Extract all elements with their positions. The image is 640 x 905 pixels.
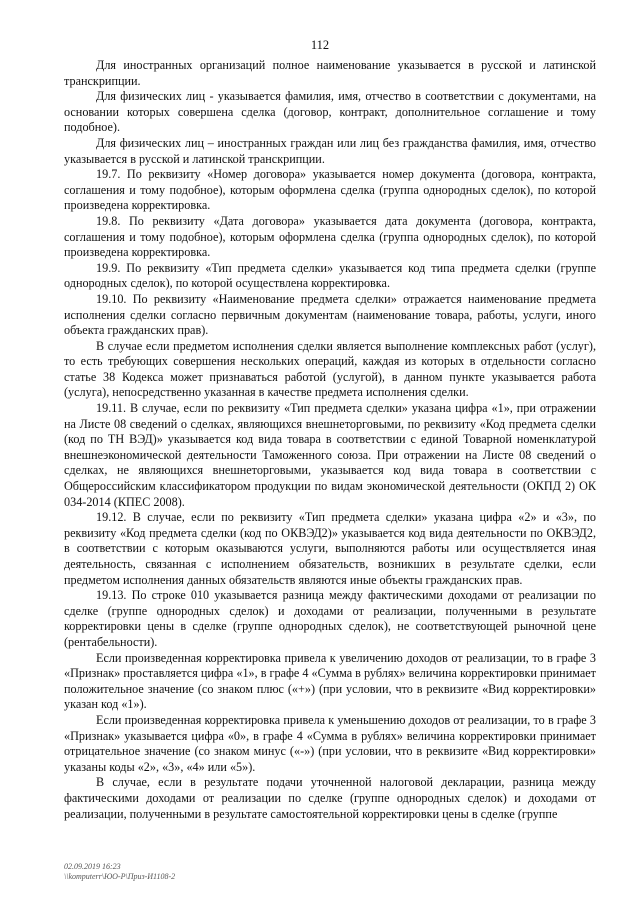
paragraph: В случае если предметом исполнения сделки является выполнение комплексных работ (услуг), то есть требующих совершения нескольких операций, каждая из которых в отдельности согласно статье 38 Кодекса может признаваться работой (услугой), в данном пункте указывается работа (услуга), непосредственно указанная в качестве предмета исполнения сделки. xyxy=(64,338,596,400)
footer-timestamp: 02.09.2019 16:23 xyxy=(64,862,121,871)
footer-file-path: \\komputerr\ЮО-Р\Приз-И1108-2 xyxy=(64,872,176,881)
paragraph: 19.9. По реквизиту «Тип предмета сделки» указывается код типа предмета сделки (группе однородных сделок), по которой осуществлена корректировка. xyxy=(64,260,596,291)
paragraph: Для иностранных организаций полное наименование указывается в русской и латинской транскрипции. xyxy=(64,58,596,88)
paragraph: Если произведенная корректировка привела к увеличению доходов от реализации, то в графе 3 «Признак» проставляется цифра «1», в графе 4 «Сумма в рублях» величина корректировки принимает положительное значение (со знаком плюс («+») (при условии, что в реквизите «Вид корректировки» указан код «1»). xyxy=(64,650,596,712)
paragraph: В случае, если в результате подачи уточненной налоговой декларации, разница между фактическими доходами от реализации по сделке (группе однородных сделок) и доходами от реализации, полученными в результате самостоятельной корректировки цены в сделке (группе xyxy=(64,775,596,821)
paragraph: 19.11. В случае, если по реквизиту «Тип предмета сделки» указана цифра «1», при отражении на Листе 08 сведений о сделках, являющихся внешнеторговыми, по реквизиту «Код предмета сделки (код по ТН ВЭД)» указывается код вида товара в соответствии с единой Товарной номенклатурой внешнеэкономической деятельности Таможенного союза. При отражении на Листе 08 сведений о сделках, не являющихся внешнеторговыми, указывается код вида товара в соответствии с Общероссийским классификатором продукции по видам экономической деятельности (ОКПД 2) ОК 034-2014 (КПЕС 2008). xyxy=(64,401,596,509)
paragraph: 19.13. По строке 010 указывается разница между фактическими доходами от реализации по сделке (группе однородных сделок) и доходами от реализации, полученными в результате корректировки цены в сделке (группе однородных сделок), не соответствующей рыночной цене (рентабельности). xyxy=(64,588,596,649)
paragraph: 19.12. В случае, если по реквизиту «Тип предмета сделки» указана цифра «2» и «3», по реквизиту «Код предмета сделки (код по ОКВЭД2)» указывается код вида деятельности по ОКВЭД2, в соответствии с которым оказываются услуги, выполняются работы или осуществляется иная деятельность, связанная с исполнением обязательств, возникших в результате сделки, если предметом исполнения данных обязательств являются иные объекты гражданских прав. xyxy=(64,510,596,587)
paragraph: Для физических лиц - указывается фамилия, имя, отчество в соответствии с документами, на основании которых совершена сделка (договор, контракт, дополнительное соглашение и тому подобное). xyxy=(64,89,596,135)
paragraph: Если произведенная корректировка привела к уменьшению доходов от реализации, то в графе 3 «Признак» указывается цифра «0», в графе 4 «Сумма в рублях» величина корректировки принимает отрицательное значение (со знаком минус («-») (при условии, что в реквизите «Вид корректировки» указаны коды «2», «3», «4» или «5»). xyxy=(64,712,596,774)
document-footer xyxy=(64,862,175,882)
document-body xyxy=(64,58,596,822)
paragraph: 19.8. По реквизиту «Дата договора» указывается дата документа (договора, контракта, соглашения и тому подобное), которым оформлена сделка (группа однородных сделок), по которой произведена корректировка. xyxy=(64,213,596,260)
paragraph: 19.7. По реквизиту «Номер договора» указывается номер документа (договора, контракта, соглашения и тому подобное), которым оформлена сделка (группа однородных сделок), по которой произведена корректировка. xyxy=(64,167,596,213)
paragraph: 19.10. По реквизиту «Наименование предмета сделки» отражается наименование предмета исполнения сделки согласно первичным документам (наименование товара, работы, услуги, иного объекта гражданских прав). xyxy=(64,291,596,338)
paragraph: Для физических лиц – иностранных граждан или лиц без гражданства фамилия, имя, отчество указывается в русской и латинской транскрипции. xyxy=(64,135,596,166)
page-number: 112 xyxy=(310,38,330,52)
